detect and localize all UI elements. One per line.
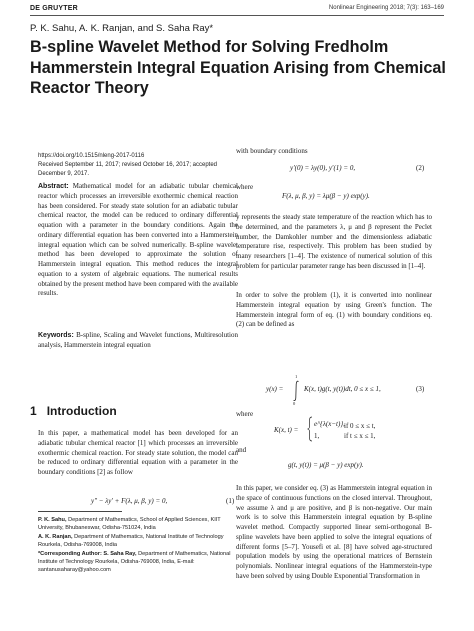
- author-list: P. K. Sahu, A. K. Ranjan, and S. Saha Ray*: [30, 23, 214, 34]
- where-2: where: [236, 410, 254, 418]
- bc-intro: with boundary conditions: [236, 147, 308, 155]
- integral-lower-limit: 0: [293, 401, 296, 406]
- section-number: 1: [30, 404, 37, 418]
- received-dates: Received September 11, 2017; revised October 16, 2017; accepted: [38, 162, 218, 169]
- and-text: and: [236, 446, 247, 454]
- equation-2: y′(0) = λy(0), y′(1) = 0,: [290, 164, 356, 172]
- header-rule: [30, 15, 444, 16]
- equation-3-rhs: K(x, t)g(t, y(t))dt, 0 ≤ x ≤ 1,: [304, 385, 381, 393]
- kernel-case-1: e^{λ(x−t)},: [314, 420, 345, 428]
- body-paragraph-2: In order to solve the problem (1), it is converted into nonlinear Hammerstein integral equation by using Green's function. The Hammerstein integral form of eq. (1) with boundary conditions eq. (2) can be defined as: [236, 291, 432, 329]
- footnotes: [38, 516, 243, 575]
- journal-citation: Nonlinear Engineering 2018; 7(3): 163–169: [328, 5, 444, 11]
- body-paragraph-3: In this paper, we consider eq. (3) as Hammerstein integral equation in the space of continuous functions on the closed interval. Throughout, we assume λ and μ are positive, and β is non-negative. Our main work is to solve this Hammerstein integral equation by B-spline wavelet method. Compactly supported linear semi-orthogonal B-spline wavelets have been applied to solve the integral equations of different forms [5–7]. Yousefi et al. [8] have solved age-structured population models by using the operational matrices of Bernstein polynomials. Nonlinear integral equations of the Hammerstein-type have been solved by using Double Exponential Transformation in: [236, 484, 432, 580]
- publisher-name: DE GRUYTER: [30, 5, 78, 12]
- kernel-case-2-cond: if t ≤ x ≤ 1,: [344, 432, 376, 440]
- equation-2-number: (2): [416, 164, 425, 172]
- doi-link[interactable]: https://doi.org/10.1515/nleng-2017-0116: [38, 153, 145, 159]
- integral-sign: [290, 374, 304, 408]
- keywords-label: Keywords:: [38, 332, 74, 339]
- article-meta: [38, 152, 243, 180]
- abstract: [38, 182, 238, 299]
- abstract-label: Abstract:: [38, 183, 69, 190]
- section-title: Introduction: [46, 404, 117, 418]
- equation-3-number: (3): [416, 385, 425, 393]
- integral-upper-limit: 1: [295, 374, 298, 379]
- section-heading: [30, 404, 117, 418]
- accepted-date: December 9, 2017.: [38, 171, 90, 178]
- footnote-sahu: P. K. Sahu, Department of Mathematics, School of Applied Sciences, KIIT University, Bhubaneswar, Odisha-751024, India: [38, 517, 221, 532]
- equation-g: g(t, y(t)) = μ(β − y) exp(y).: [288, 461, 364, 469]
- equation-1: y″ − λy′ + F(λ, μ, β, y) = 0,: [91, 497, 168, 505]
- equation-F: F(λ, μ, β, y) = λμ(β − y) exp(y).: [282, 192, 370, 200]
- keywords-text: B-spline, Scaling and Wavelet functions, Multiresolution analysis, Hammerstein integral equation: [38, 331, 239, 349]
- abstract-text: Mathematical model for an adiabatic tubular chemical reactor which processes an irreversible exothermic chemical reaction has been considered. For steady state solution for an adiabatic tubular chemical reactor, the model can be reduced to ordinary differential equation with a parameter in the boundary conditions. Again the ordinary differential equation has been converted into a Hammerstein integral equation which can be solved numerically. B-spline wavelet method has been developed to approximate the solution of Hammerstein integral equation. This method reduces the integral equation to a system of algebraic equations. The numerical results obtained by the present method have been compared with the available results.: [38, 182, 239, 298]
- keywords: [38, 331, 238, 351]
- where-1: where: [236, 183, 254, 191]
- kernel-case-1-cond: if 0 ≤ x ≤ t,: [344, 422, 376, 430]
- footnote-ranjan: A. K. Ranjan, Department of Mathematics, National Institute of Technology Rourkela, Odisha-769008, India: [38, 533, 224, 549]
- paper-title: B-spline Wavelet Method for Solving Fredholm Hammerstein Integral Equation Arising from Chemical Reactor Theory: [30, 38, 446, 97]
- kernel-case-2: 1,: [314, 432, 320, 440]
- body-paragraph-1: y represents the steady state temperature of the reaction which has to be determined, and the parameters λ, μ and β represent the Peclet number, the Damkohler number and the dimensionless adiabatic temperature rise, respectively. This problem has been studied by many researchers [1–4]. The existence of numerical solution of this problem for particular parameter range has been discussed in [1–4].: [236, 213, 432, 270]
- kernel-lhs: K(x, t) =: [274, 426, 299, 434]
- footnote-sahaRay: *Corresponding Author: S. Saha Ray, Department of Mathematics, National Institute of Technology Rourkela, Odisha-769008, India, E-mail: santanusaharay@yahoo.com: [38, 550, 231, 574]
- intro-paragraph: In this paper, a mathematical model has been developed for an adiabatic tubular chemical reactor [1] which processes an irreversible exothermic chemical reaction. For steady state solution, the model can be reduced to ordinary differential equation with a parameter in the boundary conditions [2] as follow: [38, 429, 238, 476]
- integral-icon: [292, 380, 300, 402]
- equation-1-number: (1): [226, 497, 235, 505]
- equation-3-lhs: y(x) =: [266, 385, 284, 393]
- brace-icon: [307, 416, 313, 442]
- footnote-rule: [38, 511, 122, 512]
